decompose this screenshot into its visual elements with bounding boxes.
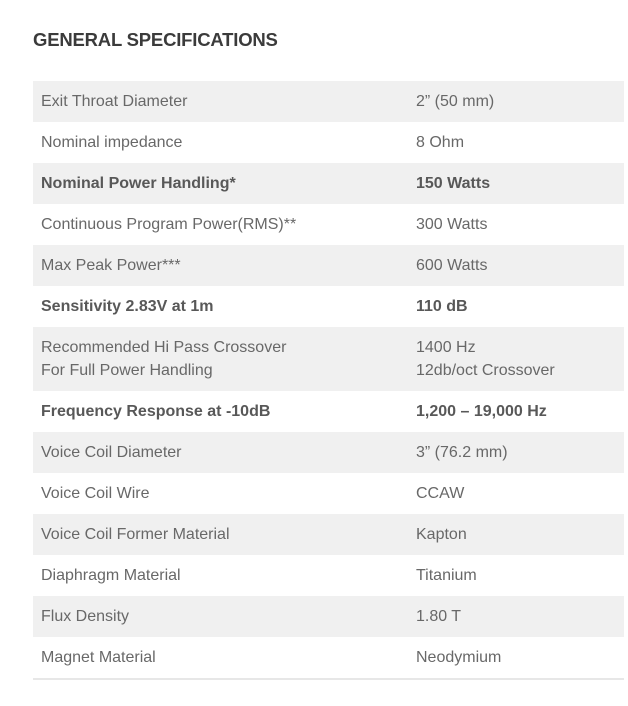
spec-label-cell: Nominal Power Handling* <box>33 163 416 204</box>
spec-row <box>33 327 624 391</box>
spec-value-cell: 1,200 – 19,000 Hz <box>416 403 547 420</box>
spec-value-cell: 2” (50 mm) <box>416 81 624 122</box>
spec-row <box>33 432 624 473</box>
spec-value-cell: 1.80 T <box>416 596 624 637</box>
spec-label-cell: Continuous Program Power(RMS)** <box>41 216 297 233</box>
spec-value-cell: 600 Watts <box>416 245 624 286</box>
spec-row <box>33 555 624 596</box>
spec-label-cell: Magnet Material <box>41 649 156 666</box>
spec-value-cell: 8 Ohm <box>416 134 465 151</box>
spec-label-cell: Recommended Hi Pass Crossover For Full Power Handling <box>33 327 416 391</box>
spec-row <box>33 81 624 122</box>
spec-label-cell: Exit Throat Diameter <box>33 81 416 122</box>
spec-label-cell: Voice Coil Wire <box>41 485 150 502</box>
spec-value-cell: 300 Watts <box>416 216 488 233</box>
spec-row <box>33 391 624 432</box>
spec-label-cell: Voice Coil Former Material <box>33 514 416 555</box>
spec-label-cell: Max Peak Power*** <box>33 245 416 286</box>
spec-label-cell: Sensitivity 2.83V at 1m <box>41 298 214 315</box>
spec-label-cell: Flux Density <box>33 596 416 637</box>
spec-row <box>33 637 624 679</box>
spec-value-cell: CCAW <box>416 485 465 502</box>
spec-row <box>33 473 624 514</box>
spec-row <box>33 122 624 163</box>
spec-value-cell: Neodymium <box>416 649 502 666</box>
spec-value-cell: 110 dB <box>416 298 468 315</box>
specs-table <box>33 81 624 680</box>
spec-value-cell: 3” (76.2 mm) <box>416 432 624 473</box>
spec-row <box>33 286 624 327</box>
spec-label-cell: Frequency Response at -10dB <box>41 403 271 420</box>
spec-row <box>33 514 624 555</box>
spec-value-cell: Kapton <box>416 514 624 555</box>
spec-label-cell: Diaphragm Material <box>41 567 181 584</box>
specs-table-body <box>33 81 624 679</box>
spec-row <box>33 163 624 204</box>
spec-label-cell: Nominal impedance <box>41 134 183 151</box>
spec-row <box>33 245 624 286</box>
spec-value-cell: Titanium <box>416 567 477 584</box>
spec-value-cell: 1400 Hz 12db/oct Crossover <box>416 327 624 391</box>
spec-row <box>33 596 624 637</box>
spec-value-cell: 150 Watts <box>416 163 624 204</box>
spec-label-cell: Voice Coil Diameter <box>33 432 416 473</box>
spec-row <box>33 204 624 245</box>
page-title: GENERAL SPECIFICATIONS <box>33 29 278 50</box>
